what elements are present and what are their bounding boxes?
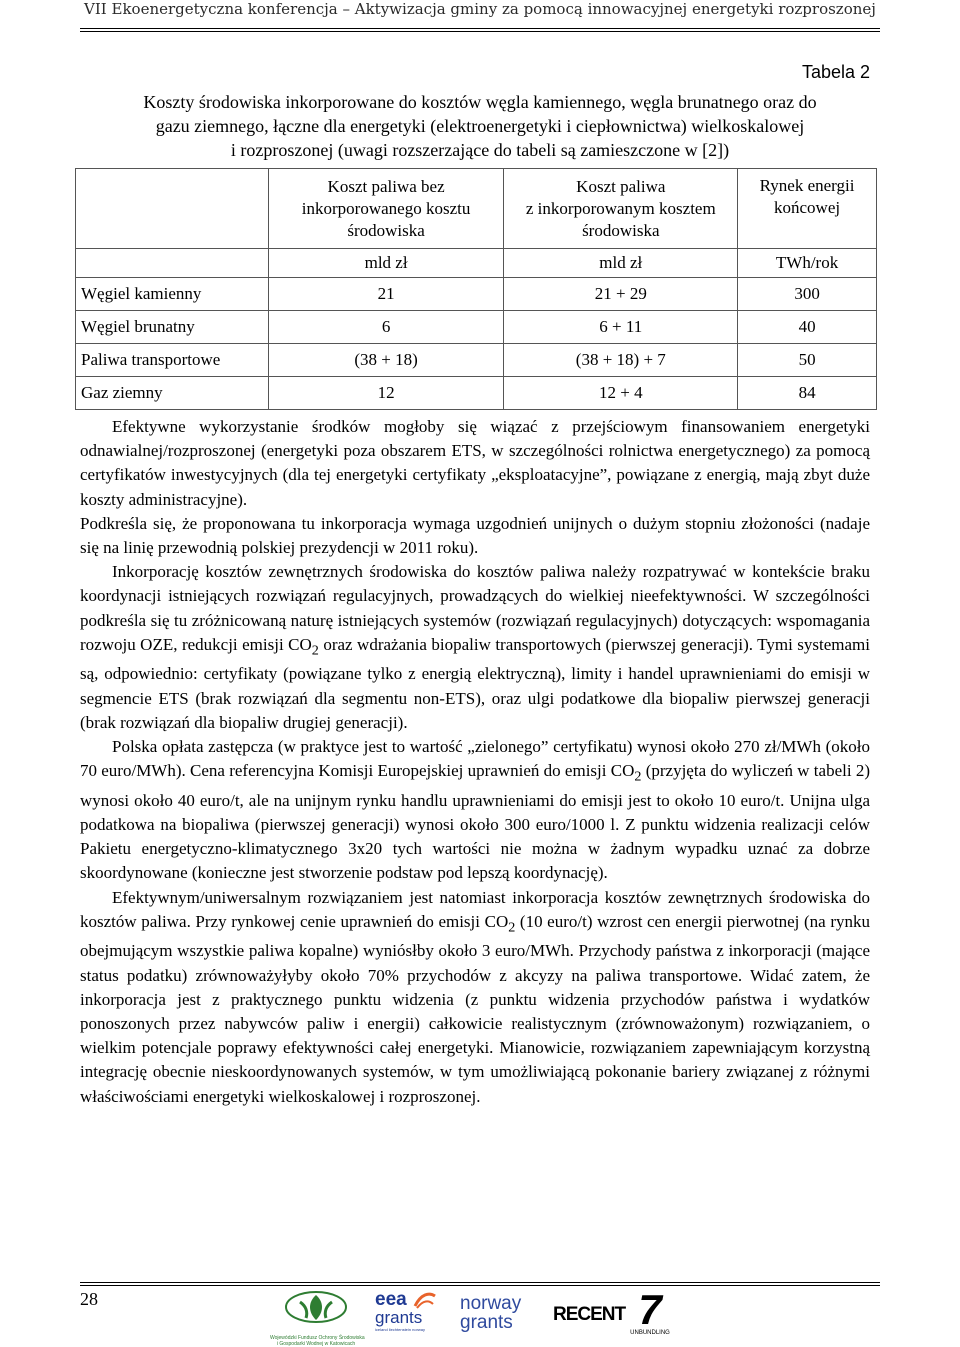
header-cost-with-env: Koszt paliwa z inkorporowanym kosztem środowiska xyxy=(504,169,738,249)
footer-rule xyxy=(80,1282,880,1286)
subscript-2: 2 xyxy=(508,919,516,936)
table-row xyxy=(76,377,877,410)
fund-leaf-icon xyxy=(270,1290,362,1330)
cell-cost-without-env: (38 + 18) xyxy=(268,344,504,377)
cell-cost-without-env: 21 xyxy=(268,278,504,311)
body-text xyxy=(80,415,870,1109)
eea-word: eea xyxy=(375,1289,407,1310)
table-header-row xyxy=(76,169,877,249)
seven-logo xyxy=(622,1286,678,1336)
paragraph-1b: Podkreśla się, że proponowana tu inkorporacja wymaga uzgodnień unijnych o dużym stopniu złożoności (nadaje się na linię przewodnią polskiej prezydencji w 2011 roku). xyxy=(80,513,870,558)
norway-grants-word: grants xyxy=(460,1312,513,1333)
subscript-2: 2 xyxy=(634,768,642,785)
page-number: 28 xyxy=(80,1289,98,1309)
cell-end-market: 40 xyxy=(738,311,877,344)
header-rule xyxy=(80,28,880,32)
eea-swirl-icon xyxy=(413,1290,437,1310)
table-row xyxy=(76,344,877,377)
cost-table xyxy=(75,168,877,410)
paragraph-4: Efektywnym/uniwersalnym rozwiązaniem jest natomiast inkorporacja kosztów zewnętrznych środowiska do kosztów paliwa. Przy rynkowej cenie uprawnień do emisji $CO_2$ (10 euro/t) wzrost cen energii pierwotnej (na rynku obejmującym wszystkie paliwa kopalne) wyniósłby około 3 euro/MWh. Przychody państwa z inkorporacji (mające status podatku) zrównoważyłyby około 70% przychodów z akcyzy na paliwa transportowe. Widać zatem, że inkorporacja jest z praktycznego punktu widzenia (z punktu widzenia przychodów państwa i wydatków ponoszonych przez nabywców paliw i energii) całkowicie realistycznym (zrównoważonym) rozwiązaniem, o wielkim potencjale poprawy efektywności całej energetyki. Mianowicie, rozwiązaniem zapewniającym korzystną integrację obecnie nieskoordynowanych systemów, w tym umożliwiającą pokonanie bariery związanej z różnymi właściwościami energetyki wielkoskalowej i rozproszonej. xyxy=(80,887,870,1106)
table-number: Tabela 2 xyxy=(801,62,870,82)
seven-digit: 7 xyxy=(638,1286,662,1333)
running-header: VII Ekoenergetyczna konferencja – Aktywizacja gminy za pomocą innowacyjnej energetyki rozproszonej xyxy=(84,0,876,18)
row-label: Węgiel kamienny xyxy=(76,278,269,311)
cell-end-market: 50 xyxy=(738,344,877,377)
cell-cost-without-env: 12 xyxy=(268,377,504,410)
row-label: Węgiel brunatny xyxy=(76,311,269,344)
paragraph-3: Polska opłata zastępcza (w praktyce jest to wartość „zielonego” certyfikatu) wynosi około 270 zł/MWh (około 70 euro/MWh). Cena referencyjna Komisji Europejskiej uprawnień do emisji $CO_2$ (przyjęta do wyliczeń w tabeli 2) wynosi około 40 euro/t, ale na unijnym rynku handlu uprawnieniami do emisji jest to około 10 euro/t. Unijna ulga podatkowa na biopaliwa (pierwszej generacji) wynosi około 300 euro/1000 l. Z punktu widzenia realizacji celów Pakietu energetyczno-klimatycznego 3x20 tych wartości nie można w żadnym wypadku uznać za dobrze skoordynowane (konieczne jest stworzenie podstaw pod lepszą koordynację). xyxy=(80,737,870,883)
fund-logo xyxy=(270,1290,365,1347)
header-cost-without-env: Koszt paliwa bez inkorporowanego kosztu środowiska xyxy=(268,169,504,249)
cell-end-market: 300 xyxy=(738,278,877,311)
recent-logo xyxy=(553,1304,626,1326)
unit-cell: TWh/rok xyxy=(738,249,877,278)
cell-cost-without-env: 6 xyxy=(268,311,504,344)
cell-cost-with-env: (38 + 18) + 7 xyxy=(504,344,738,377)
cell-cost-with-env: 6 + 11 xyxy=(504,311,738,344)
table-row xyxy=(76,311,877,344)
eea-countries: iceland liechtenstein norway xyxy=(375,1327,426,1332)
fund-name-line2: i Gospodarki Wodnej w Katowicach xyxy=(276,1341,356,1347)
header-end-market: Rynek energii końcowej xyxy=(738,169,877,249)
cell-end-market: 84 xyxy=(738,377,877,410)
subscript-2: 2 xyxy=(311,642,319,659)
unit-cell: mld zł xyxy=(504,249,738,278)
cell-cost-with-env: 12 + 4 xyxy=(504,377,738,410)
norway-grants-logo xyxy=(460,1294,540,1332)
unit-cell: mld zł xyxy=(268,249,504,278)
paragraph-2: Inkorporację kosztów zewnętrznych środowiska do kosztów paliwa należy rozpatrywać w kontekście braku koordynacji istniejących rozwiązań regulacyjnych, prowadzących do wielkiej nieefektywności. W szczególności podkreśla się tu zróżnicowaną naturę istniejących systemów (rozwiązań regulacyjnych) dotyczących: wspomagania rozwoju OZE, redukcji emisji $CO_2$ oraz wdrażania biopaliw transportowych (pierwszej generacji). Tymi systemami są, odpowiednio: certyfikaty (powiązane tylko z energią elektryczną), limity i handel uprawnieniami do emisji w segmencie ETS (brak rozwiązań dla segmentu non-ETS), oraz ulgi podatkowe dla biopaliw pierwszej generacji (brak rozwiązań dla biopaliw drugiej generacji). xyxy=(80,562,871,732)
eea-grants-word: grants xyxy=(375,1308,423,1327)
sponsor-logos xyxy=(270,1286,690,1347)
unit-empty-cell xyxy=(76,249,269,278)
table-row xyxy=(76,278,877,311)
row-label: Paliwa transportowe xyxy=(76,344,269,377)
caption-line: Koszty środowiska inkorporowane do kosztów węgla kamiennego, węgla brunatnego oraz do xyxy=(143,92,817,112)
table-unit-row xyxy=(76,249,877,278)
eea-grants-logo xyxy=(375,1290,445,1332)
seven-label: UNBUNDLING xyxy=(630,1330,670,1336)
paragraph-1a: Efektywne wykorzystanie środków mogłoby się wiązać z przejściowym finansowaniem energetyki odnawialnej/rozproszonej (energetyki poza obszarem ETS, w szczególności rolnictwa energetycznego) za pomocą certyfikatów inwestycyjnych (dla tej energetyki certyfikaty „eksploatacyjne”, powiązane z energią, mają zbyt duże koszty administracyjne). xyxy=(80,417,870,509)
norway-word: norway xyxy=(460,1293,522,1314)
caption-line: i rozproszonej (uwagi rozszerzające do tabeli są zamieszczone w [2]) xyxy=(230,140,730,160)
table-caption xyxy=(80,90,880,162)
fund-name-line1: Wojewódzki Fundusz Ochrony Środowiska xyxy=(270,1335,365,1341)
header-empty-cell xyxy=(76,169,269,249)
recent-word: RECENT xyxy=(553,1304,626,1325)
cell-cost-with-env: 21 + 29 xyxy=(504,278,738,311)
caption-line: gazu ziemnego, łączne dla energetyki (elektroenergetyki i ciepłownictwa) wielkoskalowej xyxy=(155,116,805,136)
row-label: Gaz ziemny xyxy=(76,377,269,410)
